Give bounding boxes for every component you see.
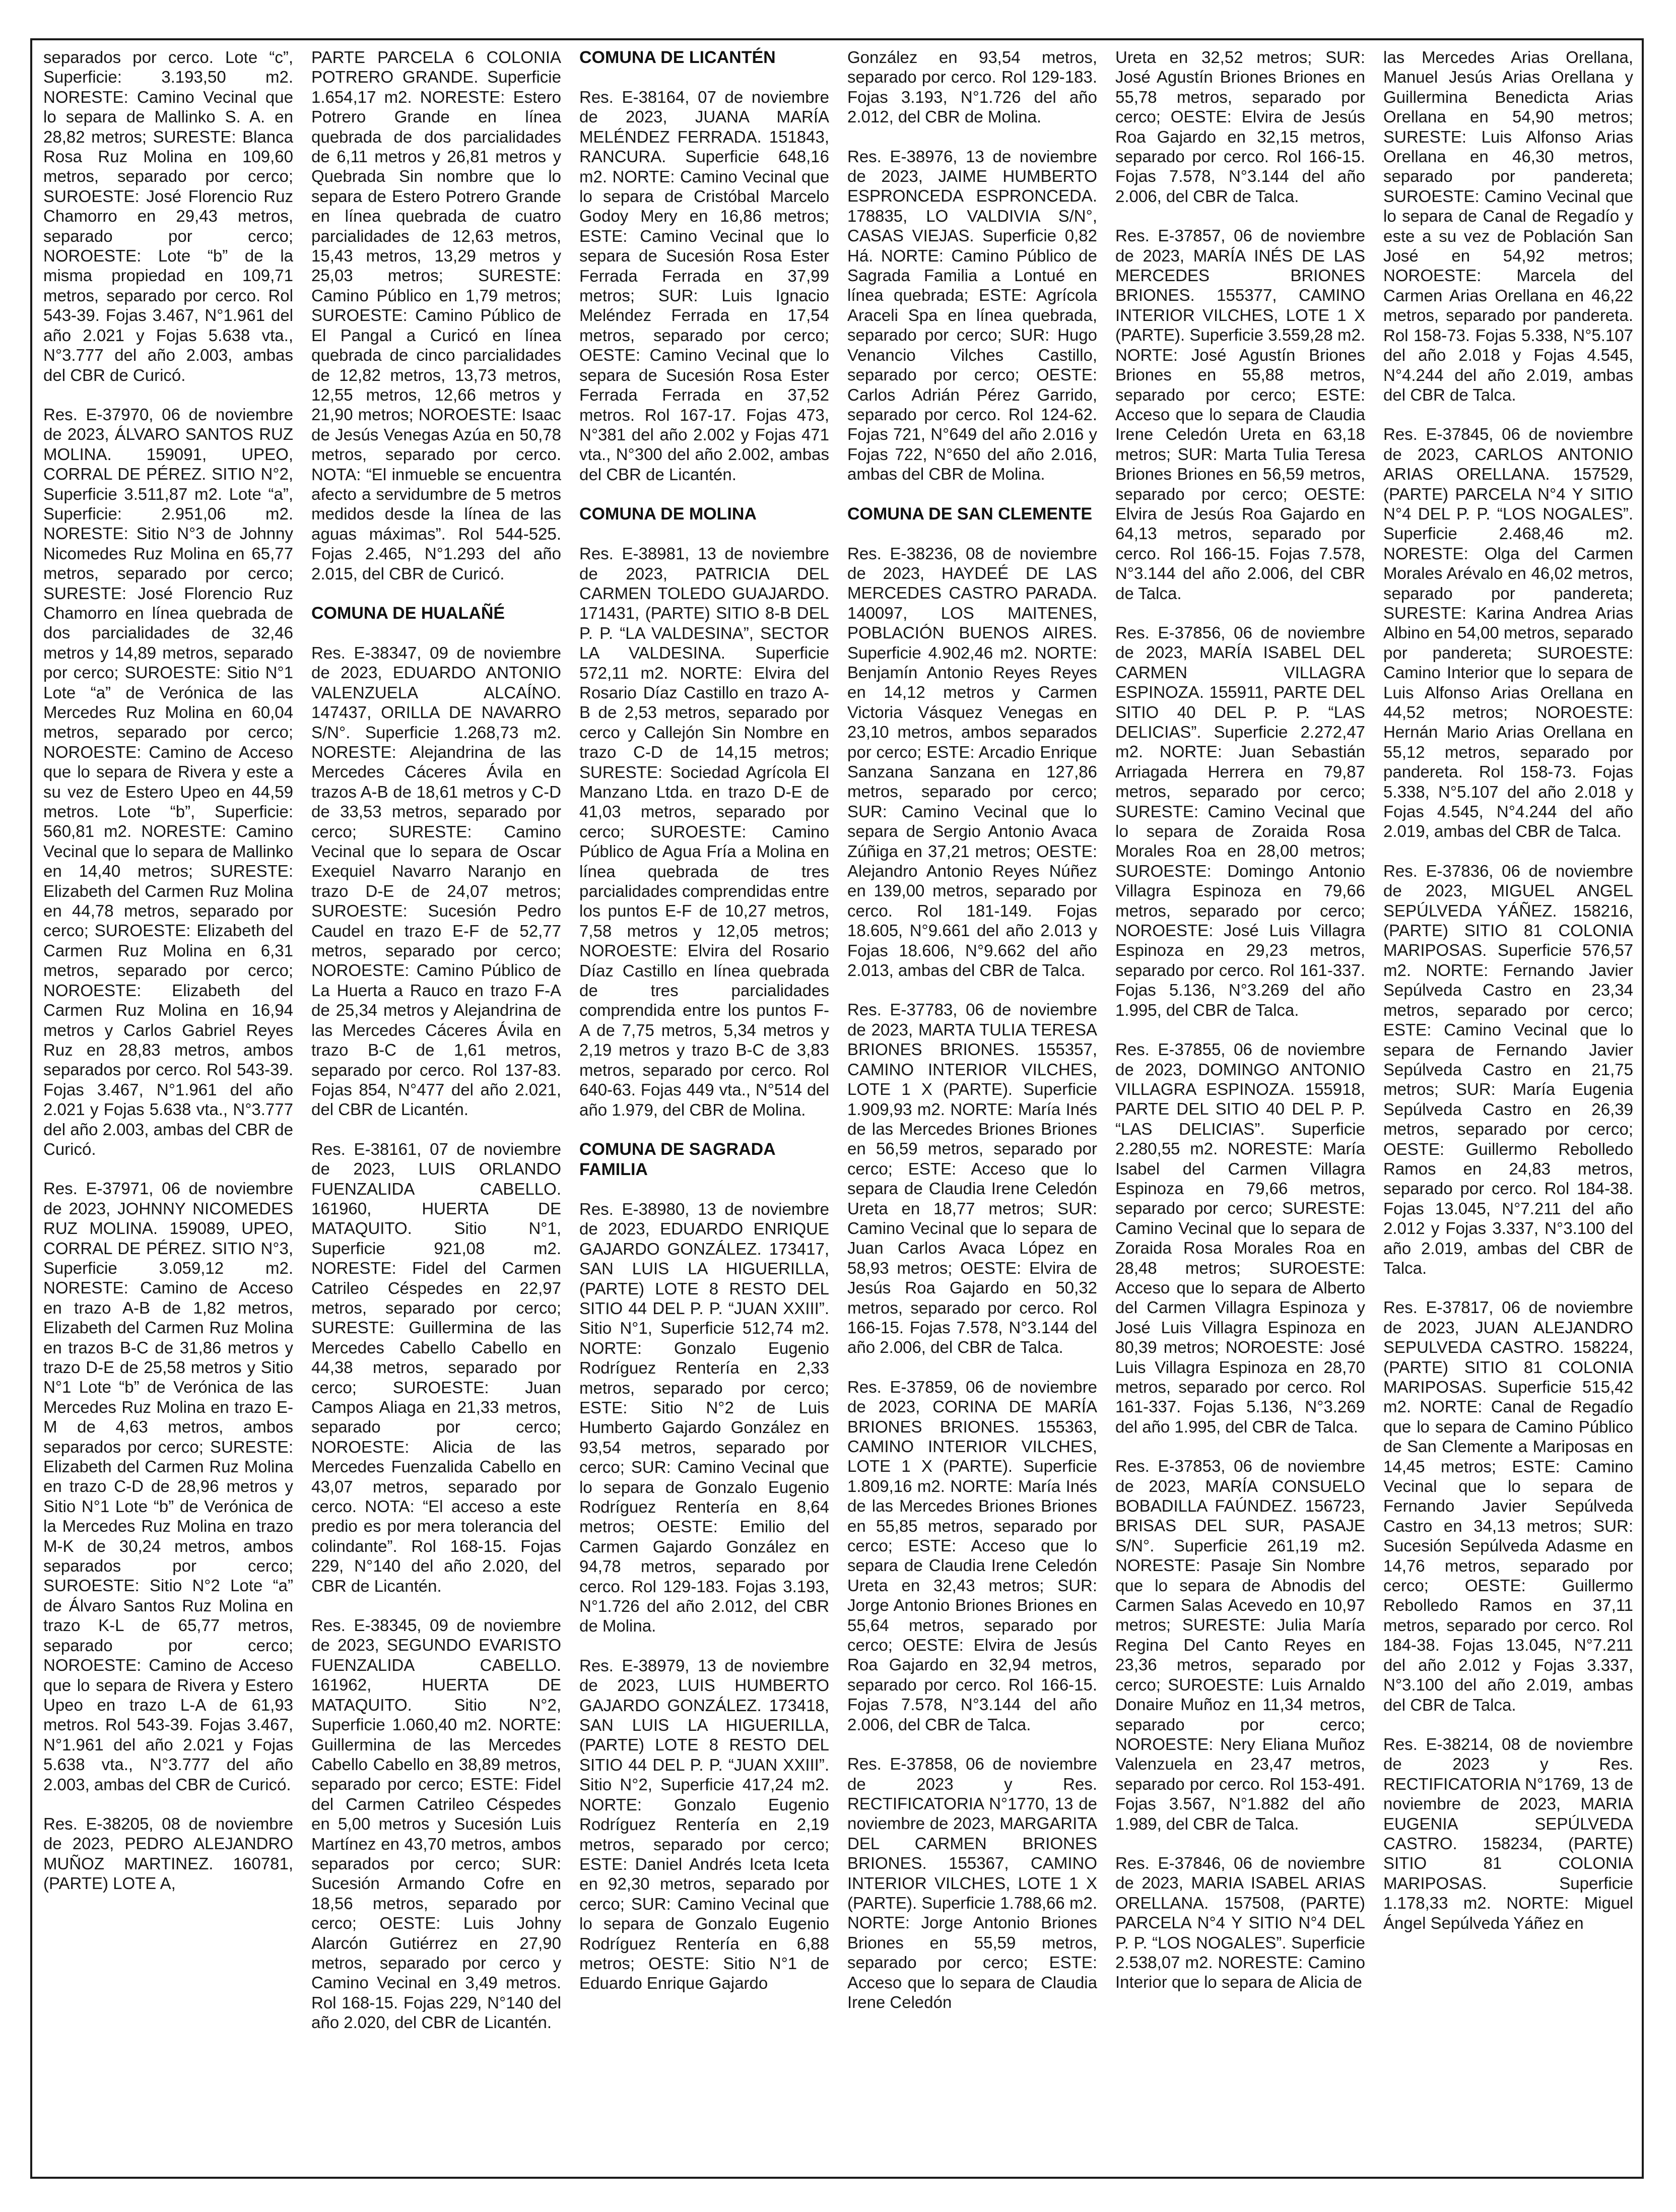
page-frame: [30, 38, 1644, 2179]
section-heading: COMUNA DE SAN CLEMENTE: [847, 504, 1093, 524]
notice-paragraph: González en 93,54 metros, separado por cerco. Rol 129-183. Fojas 3.193, N°1.726 del año 2.012, del CBR de Molina.: [847, 48, 1097, 126]
notice-paragraph: las Mercedes Arias Orellana, Manuel Jesús Arias Orellana y Guillermina Benedicta Arias Orellana en 54,90 metros; SURESTE: Luis Alfonso Arias Orellana en 46,30 metros, separado por pandereta; SUROESTE: Camino Vecinal que lo separa de Canal de Regadío y este a su vez de Población San José en 54,92 metros; NOROESTE: Marcela del Carmen Arias Orellana en 46,22 metros, separado por pandereta. Rol 158-73. Fojas 5.338, N°5.107 del año 2.018 y Fojas 4.545, N°4.244 del año 2.019, ambas del CBR de Talca.: [1383, 48, 1633, 404]
section-heading: COMUNA DE HUALAÑÉ: [311, 603, 505, 623]
notice-paragraph: Res. E-38980, 13 de noviembre de 2023, EDUARDO ENRIQUE GAJARDO GONZÁLEZ. 173417, SAN LUIS LA HIGUERILLA, (PARTE) LOTE 8 RESTO DEL SITIO 44 DEL P. P. “JUAN XXIII”. Sitio N°1, Superficie 512,74 m2. NORTE: Gonzalo Eugenio Rodríguez Rentería en 2,33 metros, separado por cerco; ESTE: Sitio N°2 de Luis Humberto Gajardo González en 93,54 metros, separado por cerco; SUR: Camino Vecinal que lo separa de Gonzalo Eugenio Rodríguez Rentería en 8,64 metros; OESTE: Emilio del Carmen Gajardo González en 94,78 metros, separado por cerco. Rol 129-183. Fojas 3.193, N°1.726 del año 2.012, del CBR de Molina.: [579, 1199, 829, 1636]
text-column-5: [1115, 47, 1365, 2169]
notice-paragraph: Res. E-38205, 08 de noviembre de 2023, PEDRO ALEJANDRO MUÑOZ MARTINEZ. 160781, (PARTE) LOTE A,: [43, 1814, 293, 1893]
notice-paragraph: Res. E-38981, 13 de noviembre de 2023, PATRICIA DEL CARMEN TOLEDO GUAJARDO. 171431, (PARTE) SITIO 8-B DEL P. P. “LA VALDESINA”, SECTOR LA VALDESINA. Superficie 572,11 m2. NORTE: Elvira del Rosario Díaz Castillo en trazo A-B de 2,53 metros, separado por cerco y Callejón Sin Nombre en trazo C-D de 14,15 metros; SURESTE: Sociedad Agrícola El Manzano Ltda. en trazo D-E de 41,03 metros, separado por cerco; SUROESTE: Camino Público de Agua Fría a Molina en línea quebrada de tres parcialidades comprendidas entre los puntos E-F de 10,27 metros, 7,58 metros y 12,05 metros; NOROESTE: Elvira del Rosario Díaz Castillo en línea quebrada de tres parcialidades comprendida entre los puntos F-A de 7,75 metros, 5,34 metros y 2,19 metros y trazo B-C de 3,83 metros, separado por cerco. Rol 640-63. Fojas 449 vta., N°514 del año 1.979, del CBR de Molina.: [579, 544, 829, 1119]
section-heading: COMUNA DE MOLINA: [579, 504, 757, 524]
notice-paragraph: Res. E-37783, 06 de noviembre de 2023, MARTA TULIA TERESA BRIONES BRIONES. 155357, CAMINO INTERIOR VILCHES, LOTE 1 X (PARTE). Superficie 1.909,93 m2. NORTE: María Inés de las Mercedes Briones Briones en 56,59 metros, separado por cerco; ESTE: Acceso que lo separa de Claudia Irene Celedón Ureta en 18,77 metros; SUR: Camino Vecinal que lo separa de Juan Carlos Avaca López en 58,93 metros; OESTE: Elvira de Jesús Roa Gajardo en 50,32 metros, separado por cerco. Rol 166-15. Fojas 7.578, N°3.144 del año 2.006, del CBR de Talca.: [847, 1000, 1097, 1357]
notice-paragraph: Res. E-37856, 06 de noviembre de 2023, MARÍA ISABEL DEL CARMEN VILLAGRA ESPINOZA. 155911, PARTE DEL SITIO 40 DEL P. P. “LAS DELICIAS”. Superficie 2.272,47 m2. NORTE: Juan Sebastián Arriagada Herrera en 79,87 metros, separado por cerco; SURESTE: Camino Vecinal que lo separa de Zoraida Rosa Morales Roa en 28,00 metros; SUROESTE: Domingo Antonio Villagra Espinoza en 79,66 metros, separado por cerco; NOROESTE: José Luis Villagra Espinoza en 29,23 metros, separado por cerco. Rol 161-337. Fojas 5.136, N°3.269 del año 1.995, del CBR de Talca.: [1115, 623, 1365, 1019]
text-column-1: [43, 47, 293, 2169]
notice-paragraph: Res. E-38345, 09 de noviembre de 2023, SEGUNDO EVARISTO FUENZALIDA CABELLO. 161962, HUERTA DE MATAQUITO. Sitio N°2, Superficie 1.060,40 m2. NORTE: Guillermina de las Mercedes Cabello Cabello en 38,89 metros, separado por cerco; ESTE: Fidel del Carmen Catrileo Céspedes en 5,00 metros y Sucesión Luis Martínez en 43,70 metros, ambos separados por cerco; SUR: Sucesión Armando Cofre en 18,56 metros, separado por cerco; OESTE: Luis Johny Alarcón Gutiérrez en 27,90 metros, separado por cerco y Camino Vecinal en 3,49 metros. Rol 168-15. Fojas 229, N°140 del año 2.020, del CBR de Licantén.: [311, 1616, 561, 2032]
notice-paragraph: Ureta en 32,52 metros; SUR: José Agustín Briones Briones en 55,78 metros, separado por cerco; OESTE: Elvira de Jesús Roa Gajardo en 32,15 metros, separado por cerco. Rol 166-15. Fojas 7.578, N°3.144 del año 2.006, del CBR de Talca.: [1115, 48, 1365, 206]
notice-paragraph: Res. E-38164, 07 de noviembre de 2023, JUANA MARÍA MELÉNDEZ FERRADA. 151843, RANCURA. Superficie 648,16 m2. NORTE: Camino Vecinal que lo separa de Cristóbal Marcelo Godoy Mery en 16,86 metros; ESTE: Camino Vecinal que lo separa de Sucesión Rosa Ester Ferrada Ferrada en 37,99 metros; SUR: Luis Ignacio Meléndez Ferrada en 17,54 metros, separado por cerco; OESTE: Camino Vecinal que lo separa de Sucesión Rosa Ester Ferrada Ferrada en 37,52 metros. Rol 167-17. Fojas 473, N°381 del año 2.002 y Fojas 471 vta., N°300 del año 2.002, ambas del CBR de Licantén.: [579, 88, 829, 484]
notice-paragraph: Res. E-38236, 08 de noviembre de 2023, HAYDEÉ DE LAS MERCEDES CASTRO PARADA. 140097, LOS MAITENES, POBLACIÓN BUENOS AIRES. Superficie 4.902,46 m2. NORTE: Benjamín Antonio Reyes Reyes en 14,12 metros y Carmen Victoria Vásquez Venegas en 23,10 metros, ambos separados por cerco; ESTE: Arcadio Enrique Sanzana Sanzana en 127,86 metros, separado por cerco; SUR: Camino Vecinal que lo separa de Sergio Antonio Avaca Zúñiga en 37,21 metros; OESTE: Alejandro Antonio Reyes Núñez en 139,00 metros, separado por cerco. Rol 181-149. Fojas 18.605, N°9.661 del año 2.013 y Fojas 18.606, N°9.662 del año 2.013, ambas del CBR de Talca.: [847, 544, 1097, 980]
notice-paragraph: Res. E-38214, 08 de noviembre de 2023 y Res. RECTIFICATORIA N°1769, 13 de noviembre de 2023, MARIA EUGENIA SEPÚLVEDA CASTRO. 158234, (PARTE) SITIO 81 COLONIA MARIPOSAS. Superficie 1.178,33 m2. NORTE: Miguel Ángel Sepúlveda Yáñez en: [1383, 1734, 1633, 1932]
text-column-2: [311, 47, 561, 2169]
notice-paragraph: Res. E-37858, 06 de noviembre de 2023 y Res. RECTIFICATORIA N°1770, 13 de noviembre de 2023, MARGARITA DEL CARMEN BRIONES BRIONES. 155367, CAMINO INTERIOR VILCHES, LOTE 1 X (PARTE). Superficie 1.788,66 m2. NORTE: Jorge Antonio Briones Briones en 55,59 metros, separado por cerco; ESTE: Acceso que lo separa de Claudia Irene Celedón: [847, 1754, 1097, 2011]
notice-paragraph: Res. E-37836, 06 de noviembre de 2023, MIGUEL ANGEL SEPÚLVEDA YÁÑEZ. 158216, (PARTE) SITIO 81 COLONIA MARIPOSAS. Superficie 576,57 m2. NORTE: Fernando Javier Sepúlveda Castro en 23,34 metros, separado por cerco; ESTE: Camino Vecinal que lo separa de Fernando Javier Sepúlveda Castro en 21,75 metros; SUR: María Eugenia Sepúlveda Castro en 26,39 metros, separado por cerco; OESTE: Guillermo Rebolledo Ramos en 24,83 metros, separado por cerco. Rol 184-38. Fojas 13.045, N°7.211 del año 2.012 y Fojas 3.337, N°3.100 del año 2.019, ambas del CBR de Talca.: [1383, 861, 1633, 1277]
notice-paragraph: separados por cerco. Lote “c”, Superficie: 3.193,50 m2. NORESTE: Camino Vecinal que lo separa de Mallinko S. A. en 28,82 metros; SURESTE: Blanca Rosa Ruz Molina en 109,60 metros, separado por cerco; SUROESTE: José Florencio Ruz Chamorro en 29,43 metros, separado por cerco; NOROESTE: Lote “b” de la misma propiedad en 109,71 metros, separado por cerco. Rol 543-39. Fojas 3.467, N°1.961 del año 2.021 y Fojas 5.638 vta., N°3.777 del año 2.003, ambas del CBR de Curicó.: [43, 48, 293, 384]
notice-paragraph: Res. E-37970, 06 de noviembre de 2023, ÁLVARO SANTOS RUZ MOLINA. 159091, UPEO, CORRAL DE PÉREZ. SITIO N°2, Superficie 3.511,87 m2. Lote “a”, Superficie: 2.951,06 m2. NORESTE: Sitio N°3 de Johnny Nicomedes Ruz Molina en 65,77 metros, separado por cerco; SURESTE: José Florencio Ruz Chamorro en línea quebrada de dos parcialidades de 32,46 metros y 14,89 metros, separado por cerco; SUROESTE: Sitio N°1 Lote “a” de Verónica de las Mercedes Ruz Molina en 60,04 metros, separado por cerco; NOROESTE: Camino de Acceso que lo separa de Rivera y este a su vez de Estero Upeo en 44,59 metros. Lote “b”, Superficie: 560,81 m2. NORESTE: Camino Vecinal que lo separa de Mallinko en 14,40 metros; SURESTE: Elizabeth del Carmen Ruz Molina en 44,78 metros, separado por cerco; SUROESTE: Elizabeth del Carmen Ruz Molina en 6,31 metros, separado por cerco; NOROESTE: Elizabeth del Carmen Ruz Molina en 16,94 metros y Carlos Gabriel Reyes Ruz en 28,83 metros, ambos separados por cerco. Rol 543-39. Fojas 3.467, N°1.961 del año 2.021 y Fojas 5.638 vta., N°3.777 del año 2.003, ambas del CBR de Curicó.: [43, 405, 293, 1158]
notice-paragraph: Res. E-37846, 06 de noviembre de 2023, MARIA ISABEL ARIAS ORELLANA. 157508, (PARTE) PARCELA N°4 Y SITIO N°4 DEL P. P. “LOS NOGALES”. Superficie 2.538,07 m2. NORESTE: Camino Interior que lo separa de Alicia de: [1115, 1853, 1365, 1992]
notice-paragraph: Res. E-37853, 06 de noviembre de 2023, MARÍA CONSUELO BOBADILLA FAÚNDEZ. 156723, BRISAS DEL SUR, PASAJE S/N°. Superficie 261,19 m2. NORESTE: Pasaje Sin Nombre que lo separa de Abnodis del Carmen Salas Acevedo en 10,97 metros; SURESTE: Julia María Regina Del Canto Reyes en 23,36 metros, separado por cerco; SUROESTE: Luis Arnaldo Donaire Muñoz en 11,34 metros, separado por cerco; NOROESTE: Nery Eliana Muñoz Valenzuela en 23,47 metros, separado por cerco. Rol 153-491. Fojas 3.567, N°1.882 del año 1.989, del CBR de Talca.: [1115, 1457, 1365, 1833]
notice-paragraph: Res. E-38976, 13 de noviembre de 2023, JAIME HUMBERTO ESPRONCEDA ESPRONCEDA. 178835, LO VALDIVIA S/N°, CASAS VIEJAS. Superficie 0,82 Há. NORTE: Camino Público de Sagrada Familia a Lontué en línea quebrada; ESTE: Agrícola Araceli Spa en línea quebrada, separado por cerco; SUR: Hugo Venancio Vilches Castillo, separado por cerco; OESTE: Carlos Adrián Pérez Garrido, separado por cerco. Rol 124-62. Fojas 721, N°649 del año 2.016 y Fojas 722, N°650 del año 2.016, ambas del CBR de Molina.: [847, 147, 1097, 484]
notice-paragraph: Res. E-38347, 09 de noviembre de 2023, EDUARDO ANTONIO VALENZUELA ALCAÍNO. 147437, ORILLA DE NAVARRO S/N°. Superficie 1.268,73 m2. NORESTE: Alejandrina de las Mercedes Cáceres Ávila en trazos A-B de 18,61 metros y C-D de 33,53 metros, separado por cerco; SURESTE: Camino Vecinal que lo separa de Oscar Exequiel Navarro Naranjo en trazo D-E de 24,07 metros; SUROESTE: Sucesión Pedro Caudel en trazo E-F de 52,77 metros, separado por cerco; NOROESTE: Camino Público de La Huerta a Rauco en trazo F-A de 25,34 metros y Alejandrina de las Mercedes Cáceres Ávila en trazo B-C de 1,61 metros, separado por cerco. Rol 137-83. Fojas 854, N°477 del año 2.021, del CBR de Licantén.: [311, 643, 561, 1119]
notice-paragraph: Res. E-37855, 06 de noviembre de 2023, DOMINGO ANTONIO VILLAGRA ESPINOZA. 155918, PARTE DEL SITIO 40 DEL P. P. “LAS DELICIAS”. Superficie 2.280,55 m2. NORESTE: María Isabel del Carmen Villagra Espinoza en 79,66 metros, separado por cerco; SURESTE: Camino Vecinal que lo separa de Zoraida Rosa Morales Roa en 28,48 metros; SUROESTE: Acceso que lo separa de Alberto del Carmen Villagra Espinoza y José Luis Villagra Espinoza en 80,39 metros; NOROESTE: José Luis Villagra Espinoza en 28,70 metros, separado por cerco. Rol 161-337. Fojas 5.136, N°3.269 del año 1.995, del CBR de Talca.: [1115, 1040, 1365, 1436]
notice-paragraph: Res. E-37971, 06 de noviembre de 2023, JOHNNY NICOMEDES RUZ MOLINA. 159089, UPEO, CORRAL DE PÉREZ. SITIO N°3, Superficie 3.059,12 m2. NORESTE: Camino de Acceso en trazo A-B de 1,82 metros, Elizabeth del Carmen Ruz Molina en trazos B-C de 31,86 metros y trazo D-E de 25,58 metros y Sitio N°1 Lote “b” de Verónica de las Mercedes Ruz Molina en trazo E-M de 4,63 metros, ambos separados por cerco; SURESTE: Elizabeth del Carmen Ruz Molina en trazo C-D de 28,96 metros y Sitio N°1 Lote “b” de Verónica de la Mercedes Ruz Molina en trazo M-K de 30,24 metros, ambos separados por cerco; SUROESTE: Sitio N°2 Lote “a” de Álvaro Santos Ruz Molina en trazo K-L de 65,77 metros, separado por cerco; NOROESTE: Camino de Acceso que lo separa de Rivera y Estero Upeo en trazo L-A de 61,93 metros. Rol 543-39. Fojas 3.467, N°1.961 del año 2.021 y Fojas 5.638 vta., N°3.777 del año 2.003, ambas del CBR de Curicó.: [43, 1179, 293, 1794]
notice-paragraph: Res. E-38979, 13 de noviembre de 2023, LUIS HUMBERTO GAJARDO GONZÁLEZ. 173418, SAN LUIS LA HIGUERILLA, (PARTE) LOTE 8 RESTO DEL SITIO 44 DEL P. P. “JUAN XXIII”. Sitio N°2, Superficie 417,24 m2. NORTE: Gonzalo Eugenio Rodríguez Rentería en 2,19 metros, separado por cerco; ESTE: Daniel Andrés Iceta Iceta en 92,30 metros, separado por cerco; SUR: Camino Vecinal que lo separa de Gonzalo Eugenio Rodríguez Rentería en 6,88 metros; OESTE: Sitio N°1 de Eduardo Enrique Gajardo: [579, 1656, 829, 1993]
text-column-6: [1383, 47, 1633, 2169]
notice-paragraph: Res. E-37845, 06 de noviembre de 2023, CARLOS ANTONIO ARIAS ORELLANA. 157529, (PARTE) PARCELA N°4 Y SITIO N°4 DEL P. P. “LOS NOGALES”. Superficie 2.468,46 m2. NORESTE: Olga del Carmen Morales Arévalo en 46,02 metros, separado por pandereta; SURESTE: Karina Andrea Arias Albino en 54,00 metros, separado por pandereta; SUROESTE: Camino Interior que lo separa de Luis Alfonso Arias Orellana en 44,52 metros; NOROESTE: Hernán Mario Arias Orellana en 55,12 metros, separado por pandereta. Rol 158-73. Fojas 5.338, N°5.107 del año 2.018 y Fojas 4.545, N°4.244 del año 2.019, ambas del CBR de Talca.: [1383, 425, 1633, 841]
section-heading: COMUNA DE LICANTÉN: [579, 48, 776, 67]
notice-paragraph: Res. E-38161, 07 de noviembre de 2023, LUIS ORLANDO FUENZALIDA CABELLO. 161960, HUERTA DE MATAQUITO. Sitio N°1, Superficie 921,08 m2. NORESTE: Fidel del Carmen Catrileo Céspedes en 22,97 metros, separado por cerco; SURESTE: Guillermina de las Mercedes Cabello Cabello en 44,38 metros, separado por cerco; SUROESTE: Juan Campos Aliaga en 21,33 metros, separado por cerco; NOROESTE: Alicia de las Mercedes Fuenzalida Cabello en 43,07 metros, separado por cerco. NOTA: “El acceso a este predio es por mera tolerancia del colindante”. Rol 168-15. Fojas 229, N°140 del año 2.020, del CBR de Licantén.: [311, 1139, 561, 1595]
notice-paragraph: Res. E-37817, 06 de noviembre de 2023, JUAN ALEJANDRO SEPULVEDA CASTRO. 158224, (PARTE) SITIO 81 COLONIA MARIPOSAS. Superficie 515,42 m2. NORTE: Canal de Regadío que lo separa de Camino Público de San Clemente a Mariposas en 14,45 metros; ESTE: Camino Vecinal que lo separa de Fernando Javier Sepúlveda Castro en 34,13 metros; SUR: Sucesión Sepúlveda Adasme en 14,76 metros, separado por cerco; OESTE: Guillermo Rebolledo Ramos en 37,11 metros, separado por cerco. Rol 184-38. Fojas 13.045, N°7.211 del año 2.012 y Fojas 3.337, N°3.100 del año 2.019, ambas del CBR de Talca.: [1383, 1298, 1633, 1714]
text-column-4: [847, 47, 1097, 2169]
notice-paragraph: PARTE PARCELA 6 COLONIA POTRERO GRANDE. Superficie 1.654,17 m2. NORESTE: Estero Potrero Grande en línea quebrada de dos parcialidades de 6,11 metros y 26,81 metros y Quebrada Sin nombre que lo separa de Estero Potrero Grande en línea quebrada de cuatro parcialidades de 12,63 metros, 15,43 metros, 13,29 metros y 25,03 metros; SURESTE: Camino Público en 1,79 metros; SUROESTE: Camino Público de El Pangal a Curicó en línea quebrada de cinco parcialidades de 12,82 metros, 13,73 metros, 12,55 metros, 12,66 metros y 21,90 metros; NOROESTE: Isaac de Jesús Venegas Azúa en 50,78 metros, separado por cerco. NOTA: “El inmueble se encuentra afecto a servidumbre de 5 metros medidos desde la línea de las aguas máximas”. Rol 544-525. Fojas 2.465, N°1.293 del año 2.015, del CBR de Curicó.: [311, 48, 561, 583]
notice-paragraph: Res. E-37857, 06 de noviembre de 2023, MARÍA INÉS DE LAS MERCEDES BRIONES BRIONES. 155377, CAMINO INTERIOR VILCHES, LOTE 1 X (PARTE). Superficie 3.559,28 m2. NORTE: José Agustín Briones Briones en 55,88 metros, separado por cerco; ESTE: Acceso que lo separa de Claudia Irene Celedón Ureta en 63,18 metros; SUR: Marta Tulia Teresa Briones Briones en 56,59 metros, separado por cerco; OESTE: Elvira de Jesús Roa Gajardo en 64,13 metros, separado por cerco. Rol 166-15. Fojas 7.578, N°3.144 del año 2.006, del CBR de Talca.: [1115, 226, 1365, 603]
notice-paragraph: Res. E-37859, 06 de noviembre de 2023, CORINA DE MARÍA BRIONES BRIONES. 155363, CAMINO INTERIOR VILCHES, LOTE 1 X (PARTE). Superficie 1.809,16 m2. NORTE: María Inés de las Mercedes Briones Briones en 55,85 metros, separado por cerco; ESTE: Acceso que lo separa de Claudia Irene Celedón Ureta en 32,43 metros; SUR: Jorge Antonio Briones Briones en 55,64 metros, separado por cerco; OESTE: Elvira de Jesús Roa Gajardo en 32,94 metros, separado por cerco. Rol 166-15. Fojas 7.578, N°3.144 del año 2.006, del CBR de Talca.: [847, 1377, 1097, 1734]
section-heading: COMUNA DE SAGRADA FAMILIA: [579, 1139, 775, 1179]
text-column-3: [579, 47, 829, 2169]
